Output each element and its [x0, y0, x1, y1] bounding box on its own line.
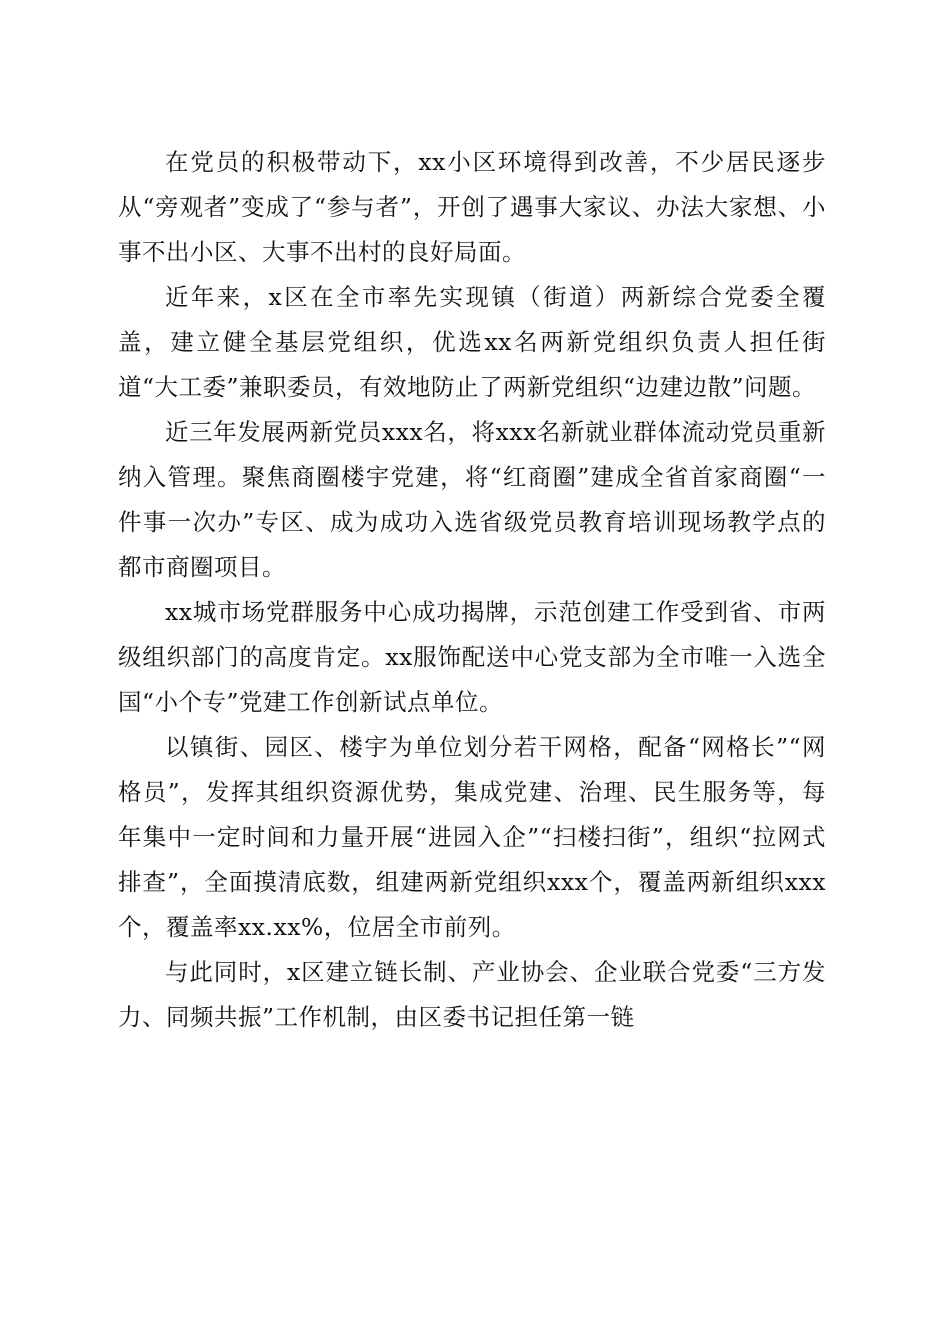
paragraph-3: 近三年发展两新党员xxx名，将xxx名新就业群体流动党员重新纳入管理。聚焦商圈楼宇党建，将“红商圈”建成全省首家商圈“一件事一次办”专区、成为成功入选省级党员教育培训现场教学点的都市商圈项目。 [118, 418, 826, 581]
paragraph-1: 在党员的积极带动下，xx小区环境得到改善，不少居民逐步从“旁观者”变成了“参与者”，开创了遇事大家议、办法大家想、小事不出小区、大事不出村的良好局面。 [118, 148, 826, 266]
paragraph-2: 近年来，x区在全市率先实现镇（街道）两新综合党委全覆盖，建立健全基层党组织，优选xx名两新党组织负责人担任街道“大工委”兼职委员，有效地防止了两新党组织“边建边散”问题。 [118, 283, 826, 401]
document-body [118, 140, 826, 1040]
paragraph-5: 以镇街、园区、楼宇为单位划分若干网格，配备“网格长”“网格员”，发挥其组织资源优势，集成党建、治理、民生服务等，每年集中一定时间和力量开展“进园入企”“扫楼扫街”，组织“拉网式排查”，全面摸清底数，组建两新党组织xxx个，覆盖两新组织xxx个，覆盖率xx.xx%，位居全市前列。 [118, 733, 826, 941]
paragraph-6: 与此同时，x区建立链长制、产业协会、企业联合党委“三方发力、同频共振”工作机制，由区委书记担任第一链 [118, 958, 826, 1031]
paragraph-4: xx城市场党群服务中心成功揭牌，示范创建工作受到省、市两级组织部门的高度肯定。xx服饰配送中心党支部为全市唯一入选全国“小个专”党建工作创新试点单位。 [118, 598, 826, 716]
